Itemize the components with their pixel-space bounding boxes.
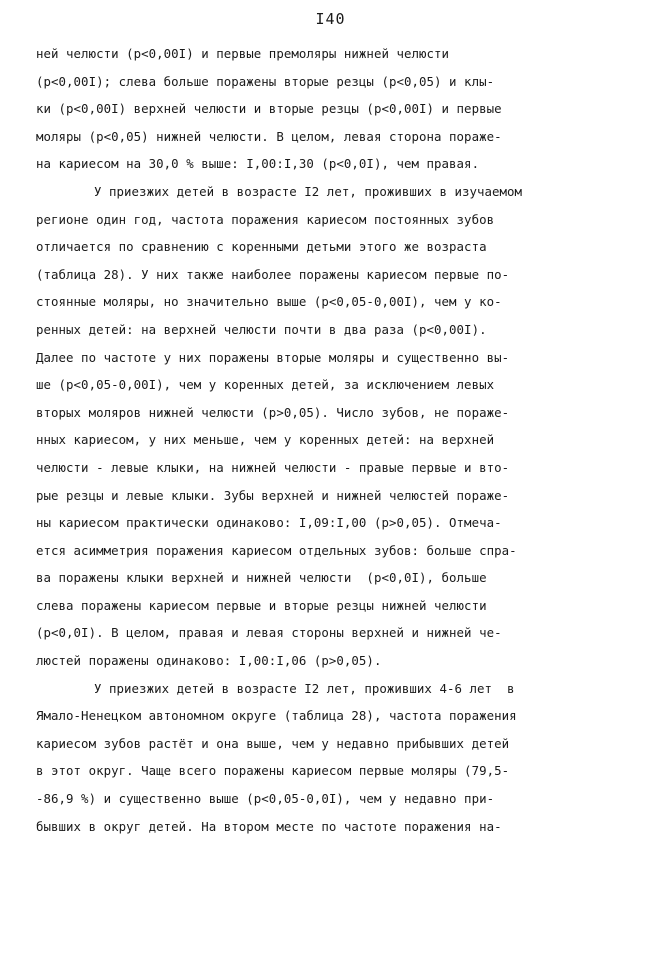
- text-line: слева поражены кариесом первые и вторые резцы нижней челюсти: [36, 597, 487, 613]
- text-line: ны кариесом практически одинаково: I,09:I,00 (p>0,05). Отмеча-: [36, 515, 502, 531]
- text-line: ва поражены клыки верхней и нижней челюсти (p<0,0I), больше: [36, 570, 487, 586]
- text-line: на кариесом на 30,0 % выше: I,00:I,30 (p<0,0I), чем правая.: [36, 156, 480, 172]
- text-line: Далее по частоте у них поражены вторые моляры и существенно вы-: [36, 349, 510, 365]
- text-line: ше (p<0,05-0,00I), чем у коренных детей, за исключением левых: [36, 377, 495, 393]
- text-line: стоянные моляры, но значительно выше (p<0,05-0,00I), чем у ко-: [36, 294, 502, 310]
- text-line: вторых моляров нижней челюсти (p>0,05). Число зубов, не пораже-: [36, 404, 510, 420]
- page-number: I40: [315, 10, 346, 28]
- text-line: челюсти - левые клыки, на нижней челюсти - правые первые и вто-: [36, 459, 510, 475]
- text-line: регионе один год, частота поражения кариесом постоянных зубов: [36, 211, 495, 227]
- text-line: У приезжих детей в возрасте I2 лет, проживших в изучаемом: [94, 183, 523, 199]
- text-line: (p<0,0I). В целом, правая и левая стороны верхней и нижней че-: [36, 625, 502, 641]
- text-line: ется асимметрия поражения кариесом отдельных зубов: больше спра-: [36, 542, 517, 558]
- text-line: У приезжих детей в возрасте I2 лет, проживших 4-6 лет в: [94, 680, 515, 696]
- body-text: [36, 40, 646, 840]
- text-line: кариесом зубов растёт и она выше, чем у недавно прибывших детей: [36, 735, 510, 751]
- text-line: ней челюсти (p<0,00I) и первые премоляры нижней челюсти: [36, 46, 450, 61]
- text-line: нных кариесом, у них меньше, чем у коренных детей: на верхней: [36, 432, 495, 448]
- text-line: (p<0,00I); слева больше поражены вторые резцы (p<0,05) и клы-: [36, 73, 495, 89]
- text-line: люстей поражены одинаково: I,00:I,06 (p>0,05).: [36, 653, 382, 669]
- text-line: ренных детей: на верхней челюсти почти в два раза (p<0,00I).: [36, 321, 487, 337]
- text-line: -86,9 %) и существенно выше (p<0,05-0,0I), чем у недавно при-: [36, 791, 495, 807]
- text-line: бывших в округ детей. На втором месте по частоте поражения на-: [36, 818, 502, 834]
- text-line: ки (p<0,00I) верхней челюсти и вторые резцы (p<0,00I) и первые: [36, 101, 502, 117]
- text-line: в этот округ. Чаще всего поражены кариесом первые моляры (79,5-: [36, 763, 510, 779]
- text-line: Ямало-Ненецком автономном округе (таблица 28), частота поражения: [36, 708, 517, 724]
- text-line: рые резцы и левые клыки. Зубы верхней и нижней челюстей пораже-: [36, 487, 510, 503]
- text-line: моляры (p<0,05) нижней челюсти. В целом, левая сторона пораже-: [36, 128, 502, 144]
- text-line: отличается по сравнению с коренными детьми этого же возраста: [36, 239, 487, 255]
- text-line: (таблица 28). У них также наиболее поражены кариесом первые по-: [36, 266, 510, 282]
